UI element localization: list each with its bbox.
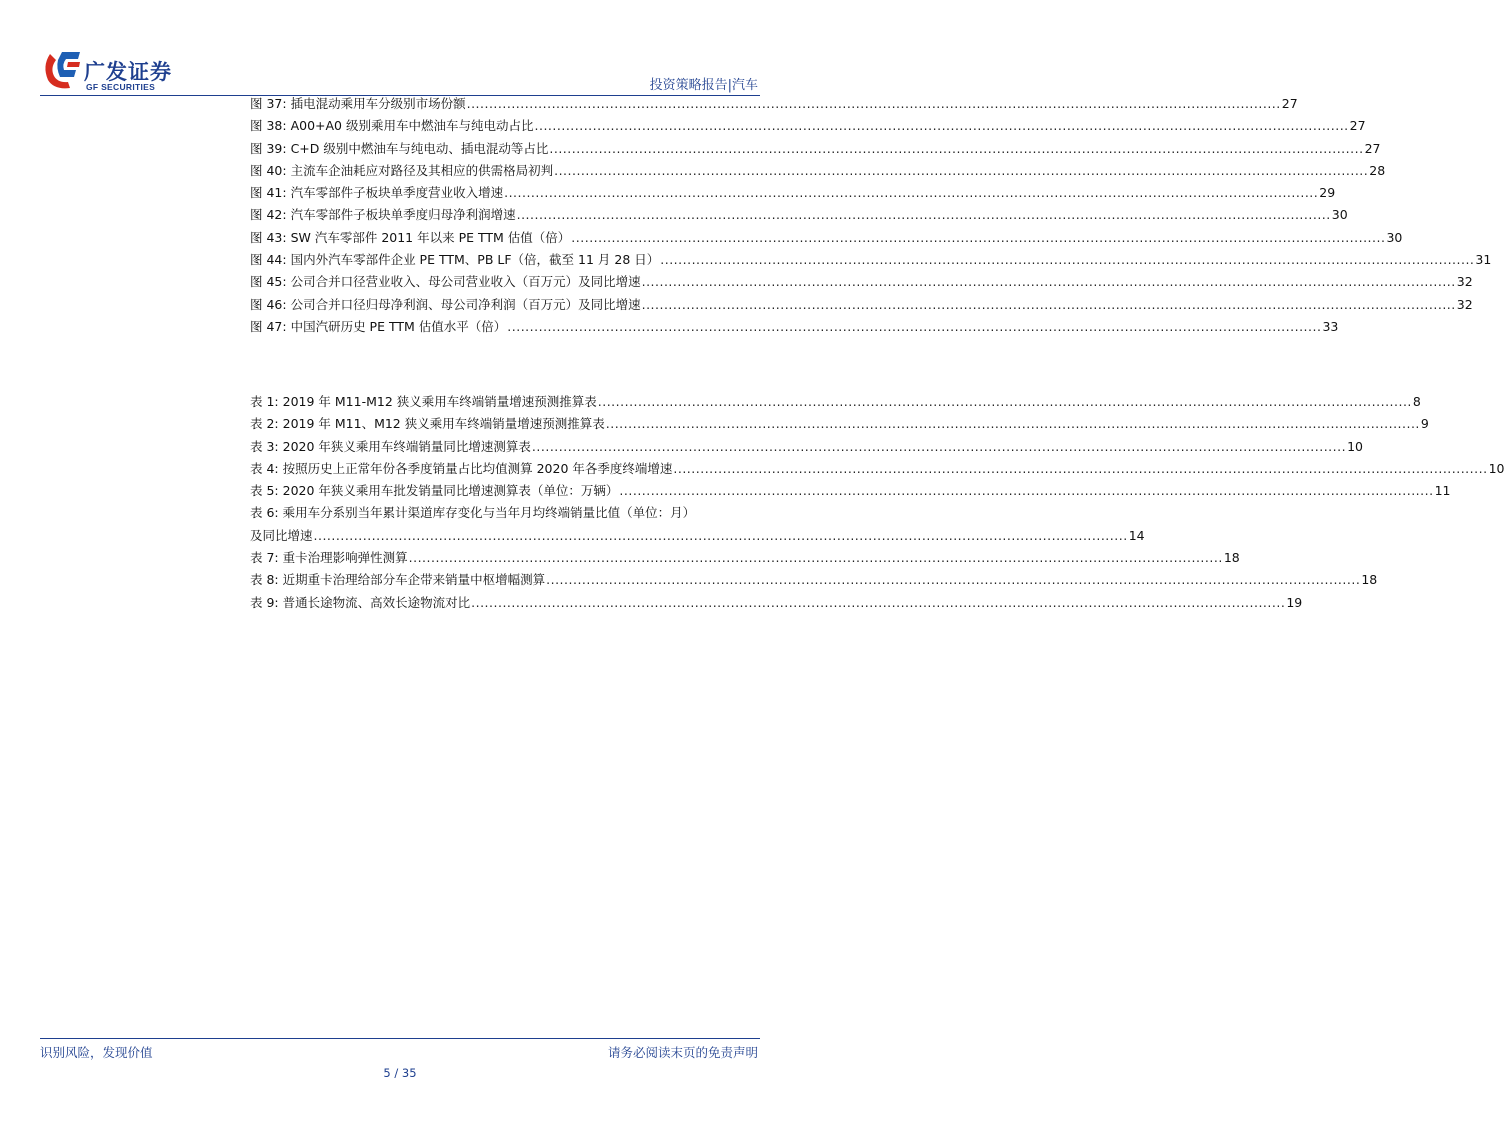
toc-entry[interactable] — [250, 138, 1381, 160]
table-title-continued: 及同比增速 — [250, 527, 313, 543]
page-ref: 30 — [1386, 229, 1403, 245]
table-title: 重卡治理影响弹性测算 — [282, 550, 408, 566]
dot-leader — [619, 480, 1433, 502]
dot-leader — [532, 436, 1346, 458]
toc-entry[interactable] — [250, 458, 1504, 480]
figure-title: 国内外汽车零部件企业 PE TTM、PB LF（倍，截至 11 月 28 日） — [290, 252, 660, 268]
table-label: 表 4: — [250, 460, 279, 476]
table-label: 表 8: — [250, 572, 279, 588]
table-title: 2020 年狭义乘用车批发销量同比增速测算表（单位：万辆） — [282, 483, 619, 499]
toc-entry[interactable] — [250, 249, 1492, 271]
figure-title: 公司合并口径营业收入、母公司营业收入（百万元）及同比增速 — [290, 274, 641, 290]
dot-leader — [507, 316, 1321, 338]
dot-leader — [517, 204, 1331, 226]
toc-entry[interactable] — [250, 480, 1451, 502]
page-ref: 29 — [1319, 185, 1336, 201]
toc-entry[interactable] — [250, 547, 1240, 569]
page-ref: 8 — [1412, 394, 1421, 409]
table-title: 按照历史上正常年份各季度销量占比均值测算 2020 年各季度终端增速 — [282, 460, 673, 476]
page-ref: 27 — [1281, 96, 1298, 111]
dot-leader — [549, 138, 1363, 160]
figure-label: 图 37: — [250, 96, 287, 111]
toc-entry[interactable] — [250, 316, 1339, 338]
figure-title: 插电混动乘用车分级别市场份额 — [290, 96, 466, 111]
dot-leader — [554, 160, 1368, 182]
table-list — [250, 391, 1504, 614]
table-title: 乘用车分系别当年累计渠道库存变化与当年月均终端销量比值（单位：月） — [282, 505, 696, 521]
page-ref: 32 — [1456, 274, 1473, 290]
page-ref: 11 — [1434, 483, 1451, 499]
toc-entry[interactable] — [250, 436, 1363, 458]
dot-leader — [571, 227, 1385, 249]
figure-title: 汽车零部件子板块单季度营业收入增速 — [290, 185, 504, 201]
table-label: 表 6: — [250, 505, 279, 521]
page-header — [0, 0, 800, 100]
toc-entry[interactable] — [250, 569, 1378, 591]
toc-entry[interactable] — [250, 271, 1473, 293]
dot-leader — [606, 413, 1420, 435]
figure-label: 图 38: — [250, 118, 287, 134]
page-ref: 18 — [1361, 572, 1378, 588]
figure-label: 图 40: — [250, 162, 287, 178]
dot-leader — [504, 182, 1318, 204]
table-label: 表 9: — [250, 594, 279, 610]
page-ref: 27 — [1349, 118, 1366, 134]
figure-label: 图 44: — [250, 252, 287, 268]
figure-title: 中国汽研历史 PE TTM 估值水平（倍） — [290, 318, 507, 334]
footer-slogan: 识别风险，发现价值 — [40, 1045, 153, 1060]
table-title: 2019 年 M11-M12 狭义乘用车终端销量增速预测推算表 — [282, 394, 597, 409]
table-title: 2019 年 M11、M12 狭义乘用车终端销量增速预测推算表 — [282, 416, 605, 432]
page-ref: 14 — [1128, 527, 1145, 543]
toc-entry[interactable] — [250, 93, 1298, 115]
dot-leader — [673, 458, 1487, 480]
dot-leader — [642, 294, 1456, 316]
table-label: 表 5: — [250, 483, 279, 499]
toc-entry[interactable] — [250, 204, 1348, 226]
page-ref: 33 — [1322, 318, 1339, 334]
figure-title: 主流车企油耗应对路径及其相应的供需格局初判 — [290, 162, 554, 178]
toc-entry[interactable] — [250, 592, 1303, 614]
figure-label: 图 39: — [250, 140, 287, 156]
figure-title: C+D 级别中燃油车与纯电动、插电混动等占比 — [290, 140, 549, 156]
table-label: 表 1: — [250, 394, 279, 409]
page-number: 5 / 35 — [383, 1066, 417, 1080]
page-ref: 32 — [1456, 296, 1473, 312]
footer-divider — [40, 1038, 760, 1039]
dot-leader — [546, 569, 1360, 591]
logo-chinese-name: 广发证券 — [84, 60, 172, 84]
table-label: 表 3: — [250, 438, 279, 454]
figure-label: 图 46: — [250, 296, 287, 312]
table-title: 近期重卡治理给部分车企带来销量中枢增幅测算 — [282, 572, 546, 588]
figure-title: 公司合并口径归母净利润、母公司净利润（百万元）及同比增速 — [290, 296, 641, 312]
dot-leader — [467, 93, 1281, 115]
page-ref: 10 — [1347, 438, 1363, 454]
toc-entry[interactable] — [250, 502, 1145, 547]
page-ref: 28 — [1369, 162, 1386, 178]
toc-entry[interactable] — [250, 182, 1336, 204]
figure-label: 图 42: — [250, 207, 287, 223]
figure-label: 图 45: — [250, 274, 287, 290]
toc-entry[interactable] — [250, 391, 1421, 413]
figure-label: 图 47: — [250, 318, 287, 334]
toc-entry[interactable] — [250, 294, 1473, 316]
page-ref: 18 — [1223, 550, 1240, 566]
table-label: 表 7: — [250, 550, 279, 566]
figure-label: 图 43: — [250, 229, 287, 245]
table-title: 普通长途物流、高效长途物流对比 — [282, 594, 471, 610]
page-ref: 31 — [1475, 252, 1492, 268]
report-type-label: 投资策略报告|汽车 — [649, 78, 758, 93]
logo-english-name: GF SECURITIES — [86, 82, 156, 92]
dot-leader — [598, 391, 1412, 413]
page-ref: 19 — [1286, 594, 1303, 610]
page-ref: 30 — [1331, 207, 1348, 223]
table-label: 表 2: — [250, 416, 279, 432]
dot-leader — [471, 592, 1285, 614]
figure-title: SW 汽车零部件 2011 年以来 PE TTM 估值（倍） — [290, 229, 571, 245]
figure-title: 汽车零部件子板块单季度归母净利润增速 — [290, 207, 516, 223]
toc-entry[interactable] — [250, 413, 1429, 435]
toc-entry[interactable] — [250, 160, 1386, 182]
dot-leader — [642, 271, 1456, 293]
dot-leader — [409, 547, 1223, 569]
figure-list — [250, 93, 1492, 338]
dot-leader — [535, 115, 1349, 137]
page-ref: 27 — [1364, 140, 1381, 156]
dot-leader — [314, 525, 1128, 547]
toc-entry[interactable] — [250, 115, 1366, 137]
page-ref: 9 — [1420, 416, 1429, 432]
figure-title: A00+A0 级别乘用车中燃油车与纯电动占比 — [290, 118, 534, 134]
dot-leader — [660, 249, 1474, 271]
figure-label: 图 41: — [250, 185, 287, 201]
footer-disclaimer-note: 请务必阅读末页的免责声明 — [607, 1045, 758, 1060]
page-ref: 10 — [1488, 460, 1504, 476]
toc-entry[interactable] — [250, 227, 1403, 249]
table-title: 2020 年狭义乘用车终端销量同比增速测算表 — [282, 438, 531, 454]
